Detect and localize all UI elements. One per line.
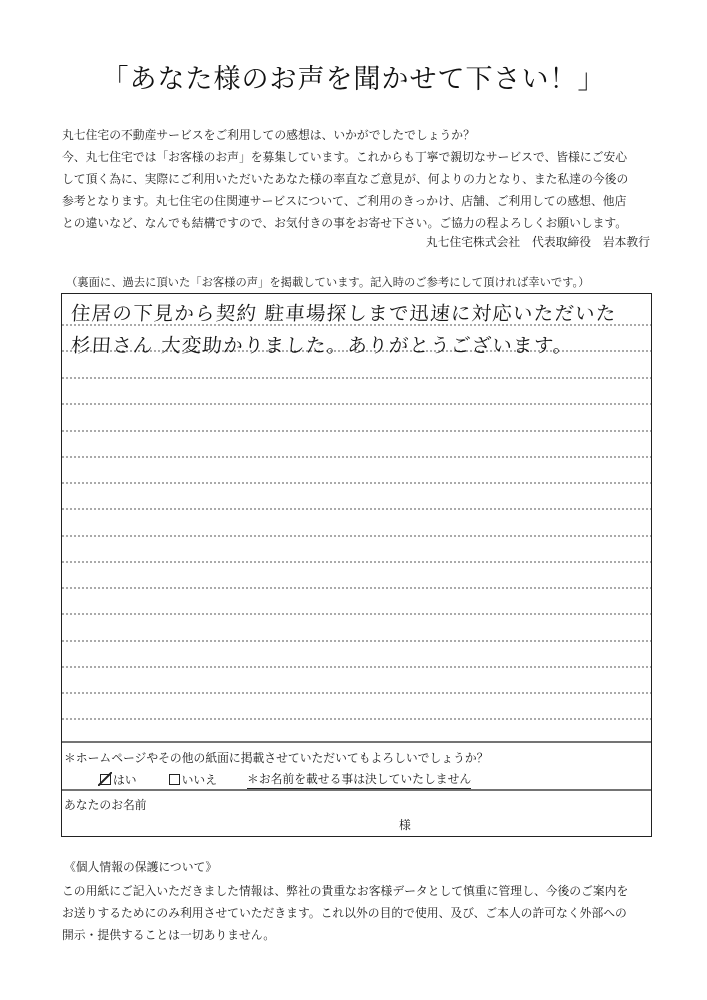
intro-line: 丸七住宅の不動産サービスをご利用しての感想は、いかがでしたでしょうか？ [62,128,475,142]
page-title: 「あなた様のお声を聞かせて下さい！」 [101,64,606,95]
reference-note: （裏面に、過去に頂いた「お客様の声」を掲載しています。記入時のご参考にして頂ければ幸いです。） [66,276,590,289]
yes-checkbox[interactable] [100,774,111,785]
privacy-line: 開示・提供することは一切ありません。 [62,928,276,942]
name-label: あなたのお名前 [64,798,147,812]
privacy-text [62,880,662,946]
privacy-line: お送りするためにのみ利用させていただきます。これ以外の目的で使用、及び、ご本人の許可なく外部への [62,906,627,920]
no-label: いいえ [181,773,218,787]
privacy-title: 《個人情報の保護について》 [64,860,218,874]
intro-line: 今、丸七住宅では「お客様のお声」を募集しています。これからも丁寧で親切なサービスで、皆様にご安心 [62,150,628,164]
intro-line: して頂く為に、実際にご利用いただいたあなた様の率直なご意見が、何よりの力となり、また私達の今後の [62,172,629,186]
writing-rules [62,325,651,719]
privacy-line: この用紙にご記入いただきました情報は、弊社の貴重なお客様データとして慎重に管理し、今後のご案内を [62,884,629,898]
anonymous-note: ＊お名前を載せる事は決していたしません [247,770,471,789]
handwritten-line: 杉田さん 大変助かりました。ありがとうございます。 [70,334,575,357]
consent-no-option[interactable] [169,771,217,788]
intro-line: との違いなど、なんでも結構ですので、お気付きの事をお寄せ下さい。ご協力の程よろしくお願いします。 [62,216,628,230]
yes-label: はい [113,773,137,787]
company-signature: 丸七住宅株式会社 代表取締役 岩本教行 [425,235,650,249]
consent-question: ＊ホームページやその他の紙面に掲載させていただいてもよろしいでしょうか？ [64,751,489,765]
consent-choices [100,770,471,789]
name-suffix: 様 [399,818,411,832]
consent-yes-option[interactable] [100,771,137,788]
handwritten-line: 住居の下見から契約 駐車場探しまで迅速に対応いただいた [70,302,618,325]
intro-line: 参考となります。丸七住宅の住関連サービスについて、ご利用のきっかけ、店舗、ご利用しての感想、他店 [62,194,627,208]
no-checkbox[interactable] [169,774,180,785]
